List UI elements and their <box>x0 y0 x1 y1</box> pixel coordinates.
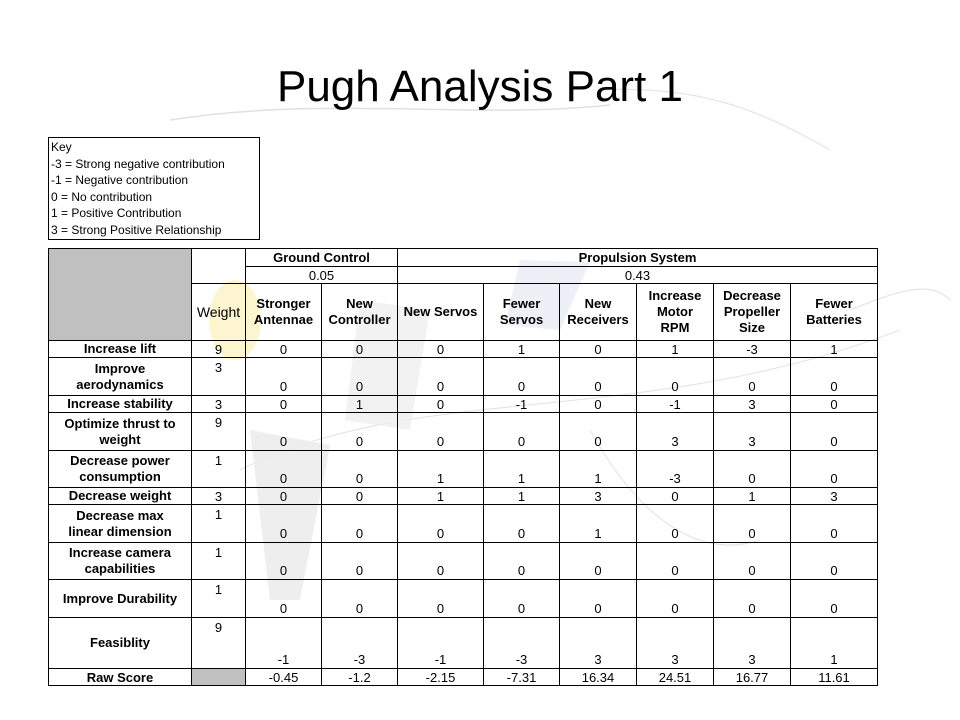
score-cell: 0 <box>322 580 398 618</box>
score-cell: 0 <box>637 580 714 618</box>
table-row <box>49 358 878 396</box>
score-cell: 1 <box>560 505 637 543</box>
weight-cell: 1 <box>192 451 246 488</box>
weight-cell: 9 <box>192 413 246 451</box>
score-cell: -3 <box>322 618 398 669</box>
score-cell: 0 <box>484 543 560 580</box>
raw-score-cell: 16.34 <box>560 669 637 686</box>
score-cell: -3 <box>484 618 560 669</box>
score-cell: 0 <box>791 358 878 396</box>
score-cell: 0 <box>246 358 322 396</box>
score-cell: -1 <box>398 618 484 669</box>
score-cell: 0 <box>246 580 322 618</box>
score-cell: -3 <box>714 341 791 358</box>
group-weight-propulsion-system: 0.43 <box>398 267 878 284</box>
criterion-line: Improve <box>94 360 146 376</box>
score-cell: 1 <box>791 618 878 669</box>
raw-score-cell: 24.51 <box>637 669 714 686</box>
score-cell: 0 <box>322 543 398 580</box>
key-item: 3 = Strong Positive Relationship <box>51 222 222 237</box>
weight-cell: 3 <box>192 358 246 396</box>
score-cell: -1 <box>484 396 560 413</box>
criterion-line: Optimize thrust to <box>64 415 176 431</box>
option-header-line: New Servos <box>403 304 478 319</box>
criterion-line: weight <box>99 431 141 447</box>
raw-score-cell: -1.2 <box>322 669 398 686</box>
criterion-cell <box>49 451 192 488</box>
score-cell: 1 <box>484 451 560 488</box>
weight-column-header: Weight <box>192 284 246 341</box>
table-row <box>49 543 878 580</box>
option-header-line: New <box>346 296 373 311</box>
weight-cell: 3 <box>192 488 246 505</box>
table-row <box>49 413 878 451</box>
option-header-line: Receivers <box>567 312 629 327</box>
table-row <box>49 488 878 505</box>
raw-score-cell: -7.31 <box>484 669 560 686</box>
option-header-line: Propeller <box>723 304 781 319</box>
score-cell: 3 <box>637 413 714 451</box>
option-column-header <box>560 284 637 341</box>
score-cell: 0 <box>560 413 637 451</box>
option-header-line: Fewer <box>502 296 541 311</box>
criterion-line: Increase lift <box>83 341 157 356</box>
page-title: Pugh Analysis Part 1 <box>276 62 683 111</box>
score-cell: 0 <box>714 543 791 580</box>
score-cell: 0 <box>791 413 878 451</box>
weight-cell: 1 <box>192 580 246 618</box>
criterion-cell <box>49 580 192 618</box>
group-header-ground-control: Ground Control <box>246 249 398 267</box>
score-cell: -1 <box>246 618 322 669</box>
criterion-line: capabilities <box>84 561 156 576</box>
criterion-cell <box>49 505 192 543</box>
table-row <box>49 505 878 543</box>
option-column-header <box>484 284 560 341</box>
score-cell: 1 <box>560 451 637 488</box>
score-cell: 1 <box>791 341 878 358</box>
key-item: 0 = No contribution <box>51 189 153 204</box>
score-cell: 0 <box>322 358 398 396</box>
criterion-line: Improve Durability <box>62 590 178 606</box>
option-header-line: Controller <box>328 312 391 327</box>
criterion-line: aerodynamics <box>76 376 164 392</box>
score-cell: 0 <box>791 505 878 543</box>
score-cell: 0 <box>560 580 637 618</box>
weight-header-blank <box>192 249 246 284</box>
key-item: 1 = Positive Contribution <box>51 206 182 220</box>
score-cell: 0 <box>637 505 714 543</box>
header-corner <box>49 249 192 341</box>
score-cell: 3 <box>560 618 637 669</box>
group-weight-ground-control: 0.05 <box>246 267 398 284</box>
score-cell: 0 <box>560 358 637 396</box>
score-cell: 0 <box>560 396 637 413</box>
score-cell: 3 <box>714 396 791 413</box>
option-header-line: Servos <box>499 312 544 327</box>
raw-score-cell: 16.77 <box>714 669 791 686</box>
score-cell: 0 <box>637 488 714 505</box>
criterion-line: Decrease weight <box>68 488 172 503</box>
score-cell: 0 <box>714 358 791 396</box>
score-cell: 0 <box>322 413 398 451</box>
option-header-line: Increase <box>648 288 702 303</box>
raw-score-weight-blank <box>192 669 246 686</box>
score-cell: 3 <box>791 488 878 505</box>
score-cell: 1 <box>484 488 560 505</box>
score-cell: 3 <box>714 618 791 669</box>
criterion-cell <box>49 341 192 358</box>
score-cell: 0 <box>398 505 484 543</box>
option-header-line: Fewer <box>815 296 853 311</box>
score-cell: 1 <box>398 488 484 505</box>
raw-score-cell: -2.15 <box>398 669 484 686</box>
raw-score-row <box>49 669 878 686</box>
score-cell: 0 <box>246 341 322 358</box>
option-header-line: Stronger <box>256 296 311 311</box>
score-cell: 0 <box>322 505 398 543</box>
key-item: -3 = Strong negative contribution <box>51 156 225 171</box>
score-cell: 0 <box>714 451 791 488</box>
score-cell: 0 <box>560 341 637 358</box>
option-header-line: RPM <box>660 320 690 335</box>
table-row <box>49 580 878 618</box>
criterion-line: Increase camera <box>69 545 171 560</box>
option-column-header <box>322 284 398 341</box>
option-column-header <box>791 284 878 341</box>
score-cell: 0 <box>484 413 560 451</box>
raw-score-cell: 11.61 <box>791 669 878 686</box>
score-cell: 0 <box>398 543 484 580</box>
option-header-line: New <box>584 296 612 311</box>
score-cell: 0 <box>791 580 878 618</box>
score-cell: 0 <box>714 580 791 618</box>
score-cell: 0 <box>246 543 322 580</box>
score-cell: 3 <box>714 413 791 451</box>
table-row <box>49 341 878 358</box>
score-cell: 0 <box>791 396 878 413</box>
score-cell: 3 <box>637 618 714 669</box>
score-cell: 0 <box>484 505 560 543</box>
criterion-line: Increase stability <box>67 396 173 411</box>
group-header-propulsion-system: Propulsion System <box>398 249 878 267</box>
score-cell: 0 <box>322 451 398 488</box>
score-cell: 1 <box>637 341 714 358</box>
criterion-cell <box>49 618 192 669</box>
score-cell: 1 <box>322 396 398 413</box>
criterion-line: Decrease power <box>70 453 170 468</box>
table-row <box>49 396 878 413</box>
option-column-header <box>398 284 484 341</box>
score-cell: 0 <box>322 488 398 505</box>
score-cell: 0 <box>791 543 878 580</box>
score-cell: 0 <box>398 580 484 618</box>
option-header-line: Batteries <box>806 312 862 327</box>
criterion-cell <box>49 543 192 580</box>
criterion-cell <box>49 488 192 505</box>
score-cell: 0 <box>246 396 322 413</box>
criterion-line: linear dimension <box>68 523 172 539</box>
option-column-header <box>246 284 322 341</box>
table-row <box>49 618 878 669</box>
option-header-line: Antennae <box>253 312 314 327</box>
score-cell: 0 <box>246 451 322 488</box>
score-cell: 0 <box>398 396 484 413</box>
table-row <box>49 451 878 488</box>
score-cell: 0 <box>246 413 322 451</box>
option-header-line: Motor <box>656 304 694 319</box>
score-cell: 1 <box>398 451 484 488</box>
score-cell: 0 <box>637 543 714 580</box>
score-cell: 0 <box>246 505 322 543</box>
weight-cell: 9 <box>192 341 246 358</box>
weight-cell: 1 <box>192 505 246 543</box>
option-column-header <box>637 284 714 341</box>
score-cell: -1 <box>637 396 714 413</box>
key-item: -1 = Negative contribution <box>51 173 189 187</box>
criterion-line: consumption <box>79 469 161 484</box>
score-cell: 0 <box>637 358 714 396</box>
score-cell: 3 <box>560 488 637 505</box>
score-cell: -3 <box>637 451 714 488</box>
criterion-line: Decrease max <box>76 507 164 523</box>
pugh-matrix-table <box>48 248 878 686</box>
option-header-line: Decrease <box>723 288 781 303</box>
score-cell: 1 <box>484 341 560 358</box>
weight-cell: 3 <box>192 396 246 413</box>
key-heading: Key <box>51 140 72 154</box>
raw-score-cell: -0.45 <box>246 669 322 686</box>
score-cell: 0 <box>322 341 398 358</box>
option-header-line: Size <box>738 320 765 335</box>
score-cell: 0 <box>714 505 791 543</box>
score-cell: 0 <box>791 451 878 488</box>
weight-cell: 9 <box>192 618 246 669</box>
score-cell: 1 <box>714 488 791 505</box>
criterion-cell <box>49 413 192 451</box>
score-cell: 0 <box>398 341 484 358</box>
raw-score-label: Raw Score <box>49 669 192 686</box>
key-legend <box>48 137 260 240</box>
criterion-cell <box>49 358 192 396</box>
criterion-line: Feasiblity <box>90 635 150 650</box>
score-cell: 0 <box>484 580 560 618</box>
weight-cell: 1 <box>192 543 246 580</box>
option-column-header <box>714 284 791 341</box>
score-cell: 0 <box>246 488 322 505</box>
criterion-cell <box>49 396 192 413</box>
score-cell: 0 <box>398 413 484 451</box>
score-cell: 0 <box>398 358 484 396</box>
score-cell: 0 <box>484 358 560 396</box>
score-cell: 0 <box>560 543 637 580</box>
